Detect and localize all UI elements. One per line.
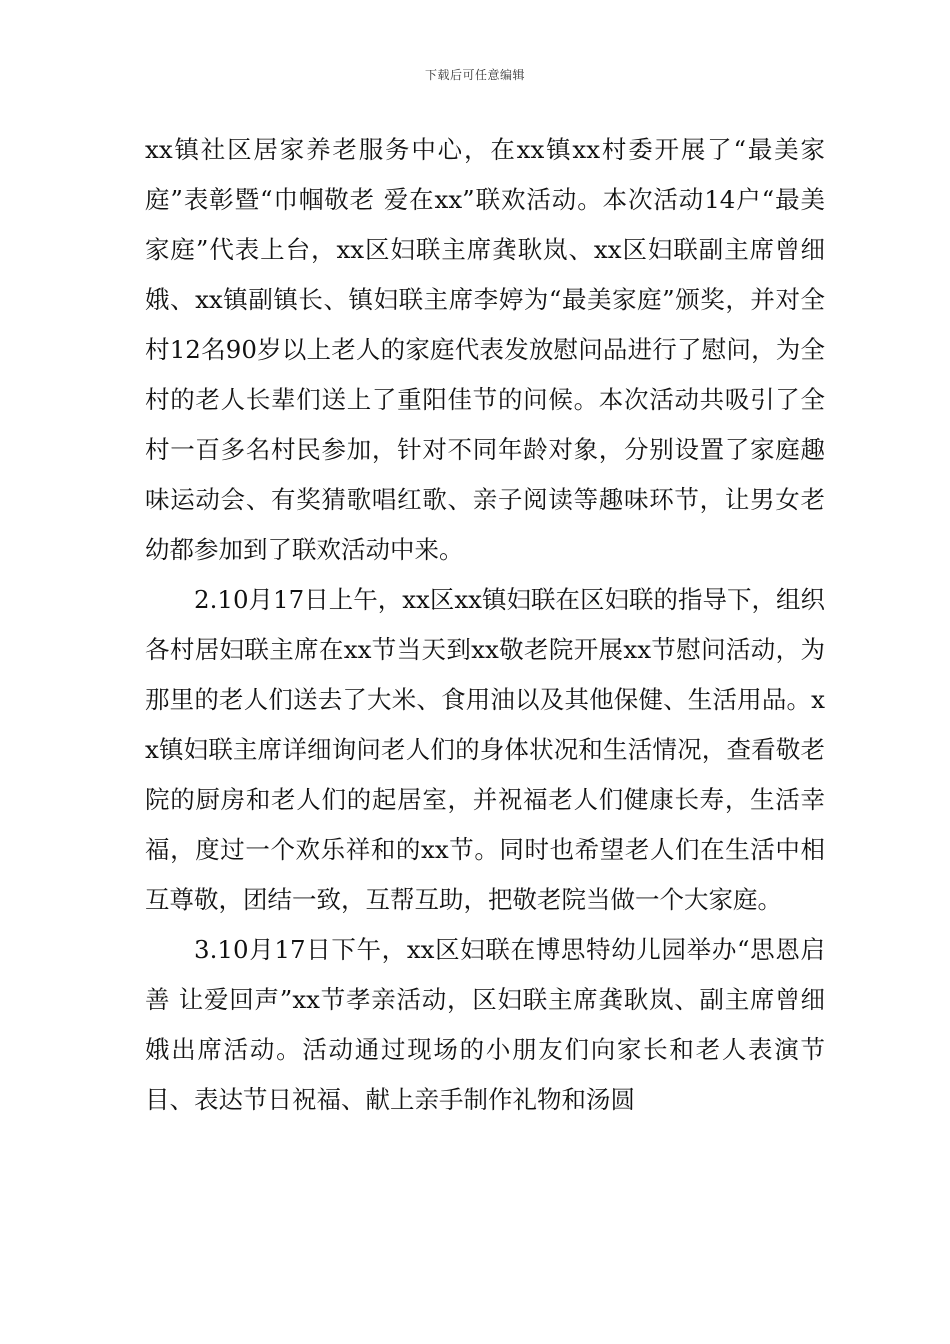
paragraph-3: 3.10月17日下午，xx区妇联在博思特幼儿园举办“思恩启善 让爱回声”xx节孝亲活动，区妇联主席龚耿岚、副主席曾细娥出席活动。活动通过现场的小朋友们向家长和老人表演节目、表达节日祝福、献上亲手制作礼物和汤圆 [145,935,825,1114]
paragraph-2: 2.10月17日上午，xx区xx镇妇联在区妇联的指导下，组织各村居妇联主席在xx节当天到xx敬老院开展xx节慰问活动，为那里的老人们送去了大米、食用油以及其他保健、生活用品。xx镇妇联主席详细询问老人们的身体状况和生活情况，查看敬老院的厨房和老人们的起居室，并祝福老人们健康长寿，生活幸福，度过一个欢乐祥和的xx节。同时也希望老人们在生活中相互尊敬，团结一致，互帮互助，把敬老院当做一个大家庭。 [145,585,825,914]
paragraph-1: xx镇社区居家养老服务中心，在xx镇xx村委开展了“最美家庭”表彰暨“巾帼敬老 爱在xx”联欢活动。本次活动14户“最美家庭”代表上台，xx区妇联主席龚耿岚、xx区妇联副主席曾细娥、xx镇副镇长、镇妇联主席李婷为“最美家庭”颁奖，并对全村12名90岁以上老人的家庭代表发放慰问品进行了慰问，为全村的老人长辈们送上了重阳佳节的问候。本次活动共吸引了全村一百多名村民参加，针对不同年龄对象，分别设置了家庭趣味运动会、有奖猜歌唱红歌、亲子阅读等趣味环节，让男女老幼都参加到了联欢活动中来。 [145,135,825,564]
document-body [145,125,825,1125]
page-header: 下载后可任意编辑 [424,68,525,82]
